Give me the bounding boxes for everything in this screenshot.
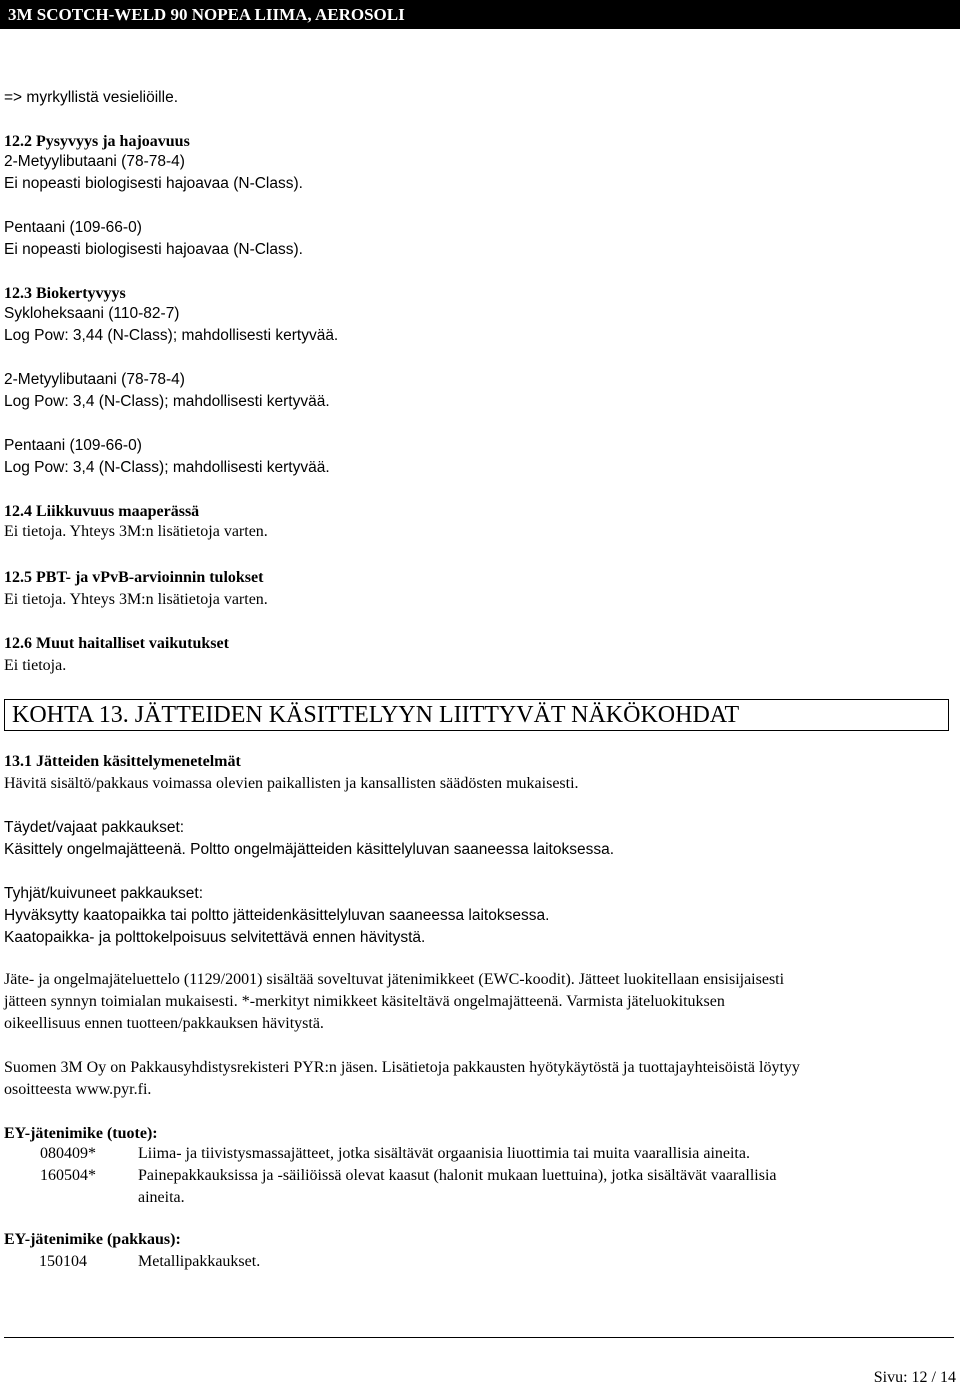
subsection-heading-12-4: 12.4 Liikkuvuus maaperässä	[4, 503, 200, 520]
waste-code-description: Metallipakkaukset.	[138, 1253, 261, 1270]
section-title-13: KOHTA 13. JÄTTEIDEN KÄSITTELYYN LIITTYVÄT NÄKÖKOHDAT	[12, 702, 740, 728]
text-line: oikeellisuus ennen tuotteen/pakkauksen hävitystä.	[4, 1015, 324, 1032]
document-title: 3M SCOTCH-WELD 90 NOPEA LIIMA, AEROSOLI	[8, 5, 405, 24]
subsection-heading-12-2: 12.2 Pysyvyys ja hajoavuus	[4, 133, 190, 150]
text-line: osoitteesta www.pyr.fi.	[4, 1081, 152, 1098]
text-line: Hävitä sisältö/pakkaus voimassa olevien paikallisten ja kansallisten säädösten mukaisesti.	[4, 775, 579, 792]
package-code-heading: EY-jätenimike (pakkaus):	[4, 1231, 181, 1248]
waste-code-description: aineita.	[138, 1189, 185, 1206]
text-line: 2-Metyylibutaani (78-78-4)	[4, 153, 185, 170]
text-label: Tyhjät/kuivuneet pakkaukset:	[4, 885, 204, 902]
text-label: Täydet/vajaat pakkaukset:	[4, 819, 185, 836]
waste-code-description: Liima- ja tiivistysmassajätteet, jotka sisältävät orgaanisia liuottimia tai muita vaarallisia aineita.	[138, 1145, 750, 1162]
product-code-heading: EY-jätenimike (tuote):	[4, 1125, 158, 1142]
text-line: jätteen synnyn toimialan mukaisesti. *-merkityt nimikkeet käsiteltävä ongelmajätteenä. Varmista jäteluokituksen	[4, 993, 725, 1010]
footer-rule	[4, 1337, 954, 1338]
text-line: Pentaani (109-66-0)	[4, 219, 142, 236]
subsection-heading-12-6: 12.6 Muut haitalliset vaikutukset	[4, 635, 229, 652]
text-line: Ei nopeasti biologisesti hajoavaa (N-Class).	[4, 175, 303, 192]
text-line: Log Pow: 3,44 (N-Class); mahdollisesti kertyvää.	[4, 327, 339, 344]
text-line: Log Pow: 3,4 (N-Class); mahdollisesti kertyvää.	[4, 459, 330, 476]
waste-code: 080409*	[40, 1145, 96, 1162]
text-line: Pentaani (109-66-0)	[4, 437, 142, 454]
text-line: Log Pow: 3,4 (N-Class); mahdollisesti kertyvää.	[4, 393, 330, 410]
waste-code-description: Painepakkauksissa ja -säiliöissä olevat kaasut (halonit mukaan luettuina), jotka sisältävät vaarallisia	[138, 1167, 777, 1184]
subsection-heading-13-1: 13.1 Jätteiden käsittelymenetelmät	[4, 753, 241, 770]
text-line: Hyväksytty kaatopaikka tai poltto jätteidenkäsittelyluvan saaneessa laitoksessa.	[4, 907, 550, 924]
text-line: Ei nopeasti biologisesti hajoavaa (N-Class).	[4, 241, 303, 258]
text-line: 2-Metyylibutaani (78-78-4)	[4, 371, 185, 388]
text-line: Suomen 3M Oy on Pakkausyhdistysrekisteri PYR:n jäsen. Lisätietoja pakkausten hyötykäytöstä ja tuottajayhteisöistä löytyy	[4, 1059, 800, 1076]
subsection-heading-12-3: 12.3 Biokertyvyys	[4, 285, 126, 302]
text-line: Käsittely ongelmajätteenä. Poltto ongelmäjätteiden käsittelyluvan saaneessa laitoksessa.	[4, 841, 615, 858]
waste-code: 160504*	[40, 1167, 96, 1184]
text-line: Ei tietoja. Yhteys 3M:n lisätietoja varten.	[4, 523, 268, 540]
text-line: Jäte- ja ongelmajäteluettelo (1129/2001) sisältää soveltuvat jätenimikkeet (EWC-koodit). Jätteet luokitellaan ensisijaisesti	[4, 971, 785, 988]
text-line: Ei tietoja.	[4, 657, 67, 674]
subsection-heading-12-5: 12.5 PBT- ja vPvB-arvioinnin tulokset	[4, 569, 264, 586]
waste-code: 150104	[39, 1253, 87, 1270]
text-line: Kaatopaikka- ja polttokelpoisuus selvitettävä ennen hävitystä.	[4, 929, 426, 946]
text-line: Ei tietoja. Yhteys 3M:n lisätietoja varten.	[4, 591, 268, 608]
page-number: Sivu: 12 / 14	[873, 1369, 956, 1386]
text-line: Sykloheksaani (110-82-7)	[4, 305, 180, 322]
text-line: => myrkyllistä vesieliöille.	[4, 89, 178, 106]
